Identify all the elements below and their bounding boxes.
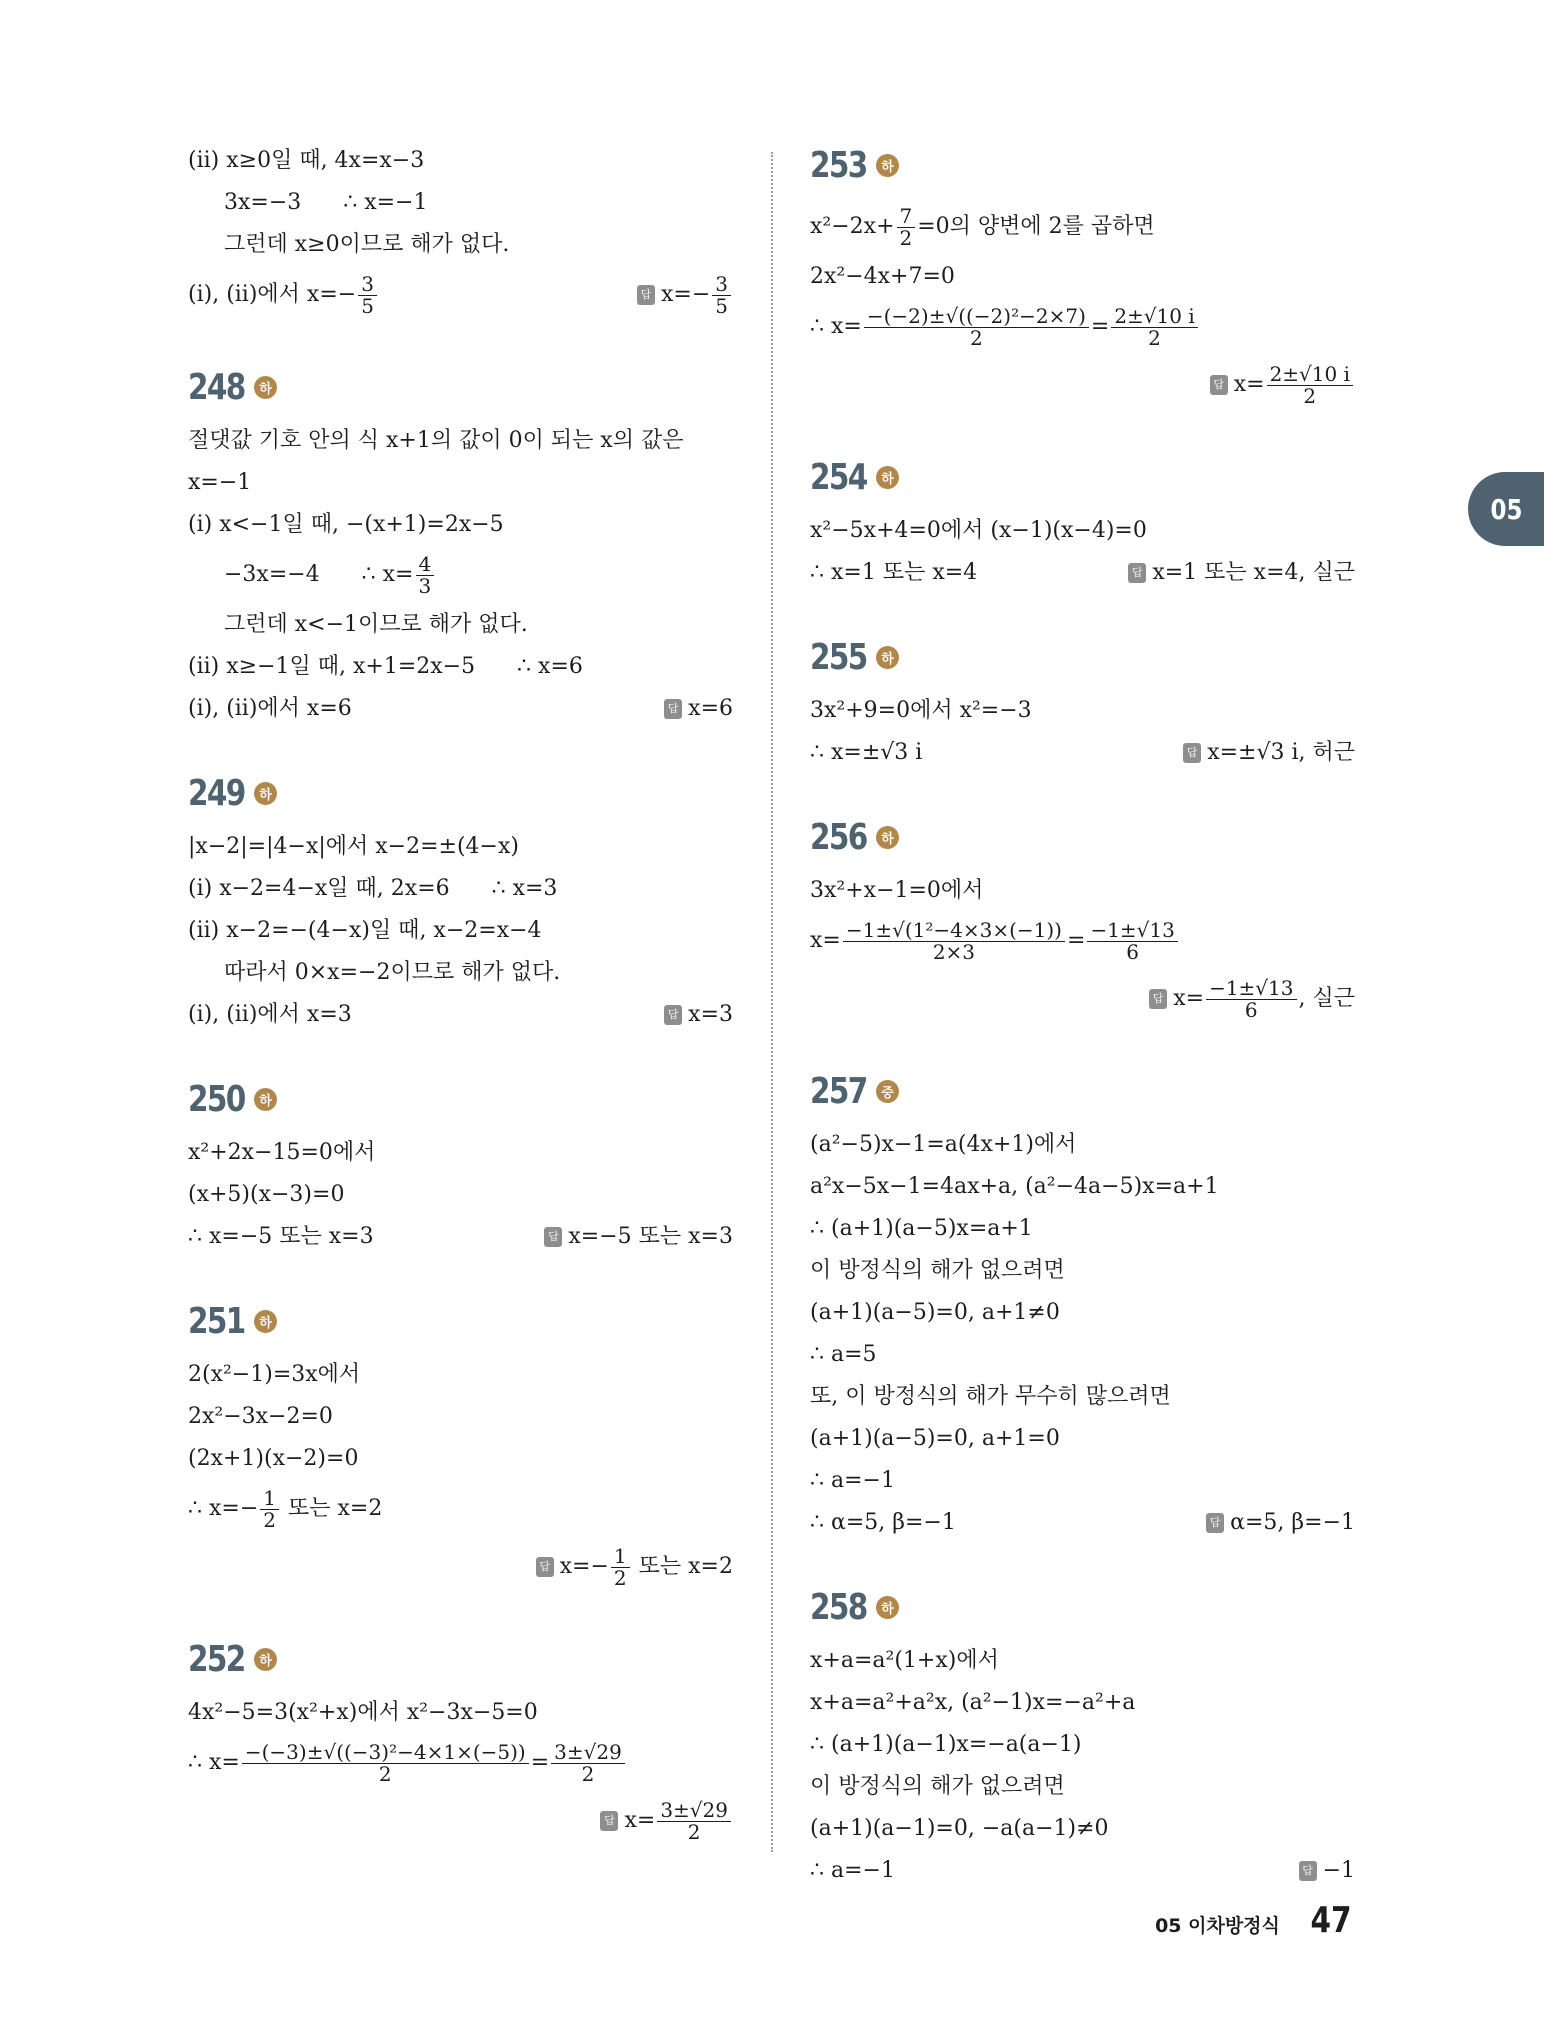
math-text: 그런데 x<−1이므로 해가 없다. (224, 612, 528, 637)
math-text: 2x²−3x−2=0 (188, 1404, 333, 1429)
fraction-numerator: −1±√(1²−4×3×(−1)) (843, 920, 1065, 942)
math-text: ∴ x=− (188, 1496, 259, 1521)
math-text: = (530, 1750, 550, 1775)
fraction-denominator: 2 (687, 1819, 701, 1844)
problem-number: 248 (188, 366, 245, 408)
page-footer (1155, 1900, 1356, 1941)
math-text: 이 방정식의 해가 없으려면 (810, 1774, 1065, 1799)
math-text: x²−5x+4=0에서 (x−1)(x−4)=0 (810, 518, 1147, 543)
answer (1210, 356, 1355, 414)
fraction-denominator: 2 (1303, 383, 1317, 408)
math-text: x=6 (688, 696, 733, 721)
solution-line (188, 868, 733, 910)
answer-label-icon: 답 (637, 285, 655, 305)
math-text: =0의 양변에 2를 곱하면 (917, 214, 1155, 239)
footer-chapter-title: 05 이차방정식 (1155, 1915, 1280, 1937)
math-expression (188, 994, 352, 1036)
math-text: ∴ x=±√3 i (810, 740, 923, 765)
difficulty-badge: 하 (876, 466, 899, 489)
fraction-numerator: 2±√10 i (1267, 364, 1353, 386)
solution-line (810, 690, 1355, 732)
solution-line (810, 1124, 1355, 1166)
fraction (416, 551, 435, 598)
math-text: 또는 x=2 (281, 1496, 383, 1521)
math-text: (ii) x−2=−(4−x)일 때, x−2=x−4 (188, 918, 542, 943)
fraction-numerator: 3 (712, 274, 731, 296)
solution-line (810, 510, 1355, 552)
problem-number: 255 (810, 636, 867, 678)
fraction-numerator: −1±√13 (1206, 978, 1296, 1000)
math-text: x= (624, 1808, 656, 1833)
solution-line (188, 1480, 733, 1538)
fraction-denominator: 2 (263, 1507, 276, 1532)
problem-257 (810, 1066, 1355, 1544)
solution-line (810, 970, 1355, 1028)
solution-line (188, 1734, 733, 1792)
solution-line (188, 952, 733, 994)
math-text: (a+1)(a−5)=0, a+1≠0 (810, 1300, 1060, 1325)
solution-line (810, 1640, 1355, 1682)
problem-252 (188, 1634, 733, 1850)
math-text: ∴ (a+1)(a−5)x=a+1 (810, 1216, 1033, 1241)
solution-line (810, 198, 1355, 256)
math-text: 또는 x=2 (631, 1554, 733, 1579)
solution-line (188, 604, 733, 646)
fraction (242, 1739, 529, 1786)
answer (1206, 1502, 1355, 1544)
math-expression (188, 688, 352, 730)
solution-line (810, 1208, 1355, 1250)
difficulty-badge: 하 (876, 826, 899, 849)
right-column (810, 140, 1355, 1930)
solution-line (810, 912, 1355, 970)
math-text: x=− (660, 282, 711, 307)
answer (1128, 552, 1355, 594)
solution-line (188, 504, 733, 546)
difficulty-badge: 하 (876, 1596, 899, 1619)
fraction (712, 271, 731, 318)
math-text: 4x²−5=3(x²+x)에서 x²−3x−5=0 (188, 1700, 538, 1725)
fraction-numerator: 2±√10 i (1111, 306, 1197, 328)
fraction-denominator: 6 (1244, 997, 1258, 1022)
problem-number: 249 (188, 772, 245, 814)
fraction-denominator: 2 (378, 1761, 392, 1786)
problem-258 (810, 1582, 1355, 1892)
problem-header (810, 140, 1355, 190)
solution-line (188, 1174, 733, 1216)
difficulty-badge: 하 (254, 1648, 277, 1671)
math-text: (i), (ii)에서 x=− (188, 282, 357, 307)
solution-line (188, 646, 733, 688)
math-text: 이 방정식의 해가 없으려면 (810, 1258, 1065, 1283)
fraction-denominator: 5 (361, 293, 374, 318)
fraction-numerator: 3±√29 (551, 1742, 625, 1764)
math-text: a²x−5x−1=4ax+a, (a²−4a−5)x=a+1 (810, 1174, 1219, 1199)
answer-label-icon: 답 (664, 1005, 682, 1025)
problem-header (810, 632, 1355, 682)
answer-label-icon: 답 (1206, 1513, 1224, 1533)
math-text: (2x+1)(x−2)=0 (188, 1446, 359, 1471)
math-text: x=−5 또는 x=3 (568, 1224, 733, 1249)
solution-line (810, 1766, 1355, 1808)
fraction (657, 1797, 731, 1844)
answer-label-icon: 답 (600, 1811, 618, 1831)
math-expression (188, 266, 379, 324)
fraction-numerator: 7 (897, 206, 916, 228)
fraction-denominator: 2 (581, 1761, 595, 1786)
math-text: = (1090, 314, 1110, 339)
fraction-denominator: 2 (1148, 325, 1161, 350)
fraction (358, 271, 377, 318)
problem-256 (810, 812, 1355, 1028)
solution-line (188, 224, 733, 266)
answer-label-icon: 답 (536, 1557, 554, 1577)
solution-line (810, 870, 1355, 912)
answer (600, 1792, 733, 1850)
fraction (1111, 303, 1197, 350)
solution-line (188, 462, 733, 504)
problem-number: 254 (810, 456, 867, 498)
fraction-denominator: 5 (715, 293, 728, 318)
math-text: 절댓값 기호 안의 식 x+1의 값이 0이 되는 x의 값은 (188, 428, 684, 453)
solution-line (810, 1808, 1355, 1850)
problem-header (810, 812, 1355, 862)
solution-line (188, 1692, 733, 1734)
math-text: ∴ x= (188, 1750, 240, 1775)
difficulty-badge: 하 (876, 154, 899, 177)
problem-250 (188, 1074, 733, 1258)
problem-header (810, 452, 1355, 502)
answer (536, 1538, 733, 1596)
math-expression (810, 1850, 895, 1892)
math-text: ∴ x=1 또는 x=4 (810, 560, 978, 585)
solution-line (810, 256, 1355, 298)
solution-line (810, 1292, 1355, 1334)
problem-header (188, 768, 733, 818)
math-text: x=±√3 i, 허근 (1207, 740, 1355, 765)
problem-254 (810, 452, 1355, 594)
solution-line (188, 1132, 733, 1174)
math-text: (x+5)(x−3)=0 (188, 1182, 345, 1207)
math-text: ∴ a=5 (810, 1342, 877, 1367)
fraction-denominator: 6 (1126, 939, 1140, 964)
math-text: x+a=a²+a²x, (a²−1)x=−a²+a (810, 1690, 1136, 1715)
math-text: 3x²+9=0에서 x²=−3 (810, 698, 1032, 723)
math-text: x²+2x−15=0에서 (188, 1140, 376, 1165)
math-expression (188, 1216, 374, 1258)
difficulty-badge: 중 (876, 1080, 899, 1103)
answer-label-icon: 답 (664, 699, 682, 719)
left-column (188, 140, 733, 1888)
math-text: 2(x²−1)=3x에서 (188, 1362, 361, 1387)
solution-line (188, 1792, 733, 1850)
fraction (864, 303, 1089, 350)
math-text: x²−2x+ (810, 214, 895, 239)
solution-line (810, 1682, 1355, 1724)
math-text: (i) x−2=4−x일 때, 2x=6 ∴ x=3 (188, 876, 558, 901)
fraction-numerator: −(−2)±√((−2)²−2×7) (864, 306, 1089, 328)
chapter-tab-label: 05 (1490, 492, 1522, 526)
solution-line (810, 1460, 1355, 1502)
math-text: x=−1 (188, 470, 252, 495)
solution-line (188, 1354, 733, 1396)
solution-line (188, 266, 733, 324)
solution-line (810, 1166, 1355, 1208)
math-text: = (1067, 928, 1086, 953)
problem-255 (810, 632, 1355, 774)
problem-251 (188, 1296, 733, 1596)
solution-line (188, 826, 733, 868)
math-text: −1 (1322, 1858, 1355, 1883)
math-text: (ii) x≥0일 때, 4x=x−3 (188, 148, 425, 173)
page-number: 47 (1310, 1900, 1352, 1941)
problem-248 (188, 362, 733, 730)
math-text: ∴ (a+1)(a−1)x=−a(a−1) (810, 1732, 1082, 1757)
solution-line (188, 910, 733, 952)
math-text: 3x²+x−1=0에서 (810, 878, 984, 903)
answer-label-icon: 답 (544, 1227, 562, 1247)
solution-line (810, 552, 1355, 594)
fraction-numerator: 3±√29 (657, 1800, 731, 1822)
fraction-denominator: 3 (418, 573, 432, 598)
fraction-numerator: 4 (416, 554, 435, 576)
solution-line (810, 1418, 1355, 1460)
solution-line (810, 1376, 1355, 1418)
math-text: x= (1233, 372, 1265, 397)
problem-number: 252 (188, 1638, 245, 1680)
math-text: ∴ α=5, β=−1 (810, 1510, 956, 1535)
fraction-numerator: 3 (358, 274, 377, 296)
problem-249 (188, 768, 733, 1036)
problem-header (188, 1296, 733, 1346)
fraction-denominator: 2×3 (932, 939, 976, 964)
column-divider (771, 152, 773, 1852)
fraction-denominator: 2 (899, 225, 913, 250)
fraction (897, 203, 916, 250)
solution-line (810, 1502, 1355, 1544)
solution-line (188, 420, 733, 462)
answer (544, 1216, 733, 1258)
answer (664, 994, 733, 1036)
math-text: x=− (559, 1554, 609, 1579)
math-expression (810, 732, 922, 774)
math-text: (a+1)(a−5)=0, a+1=0 (810, 1426, 1060, 1451)
problem-number: 258 (810, 1586, 867, 1628)
problem-number: 250 (188, 1078, 245, 1120)
math-text: 따라서 0×x=−2이므로 해가 없다. (224, 960, 561, 985)
fraction (611, 1543, 630, 1590)
problem-header (810, 1066, 1355, 1116)
solution-line (810, 1250, 1355, 1292)
answer (664, 688, 733, 730)
fraction-denominator: 2 (613, 1565, 627, 1590)
math-text: α=5, β=−1 (1230, 1510, 1355, 1535)
math-text: ∴ x= (810, 314, 862, 339)
answer-label-icon: 답 (1149, 989, 1167, 1009)
fraction (260, 1485, 279, 1532)
math-text: 2x²−4x+7=0 (810, 264, 955, 289)
solution-line (810, 1850, 1355, 1892)
math-expression (810, 552, 977, 594)
math-text: 그런데 x≥0이므로 해가 없다. (224, 232, 510, 257)
solution-line (188, 140, 733, 182)
answer-label-icon: 답 (1128, 563, 1146, 583)
chapter-side-tab (1468, 472, 1544, 546)
math-text: x=1 또는 x=4, 실근 (1152, 560, 1355, 585)
answer-label-icon: 답 (1299, 1861, 1317, 1881)
fraction (843, 917, 1065, 964)
fraction (1267, 361, 1353, 408)
problem-header (188, 1634, 733, 1684)
math-text: , 실근 (1298, 986, 1355, 1011)
math-text: ∴ x=−5 또는 x=3 (188, 1224, 374, 1249)
math-text: −3x=−4 ∴ x= (224, 562, 414, 587)
problem-number: 257 (810, 1070, 867, 1112)
math-text: (a+1)(a−1)=0, −a(a−1)≠0 (810, 1816, 1109, 1841)
problem-253 (810, 140, 1355, 414)
difficulty-badge: 하 (876, 646, 899, 669)
math-text: x= (1173, 986, 1205, 1011)
solution-line (188, 1438, 733, 1480)
math-text: (i) x<−1일 때, −(x+1)=2x−5 (188, 512, 504, 537)
problem-number: 251 (188, 1300, 245, 1342)
difficulty-badge: 하 (254, 376, 277, 399)
fraction (1206, 975, 1296, 1022)
solution-line (810, 298, 1355, 356)
solution-line (810, 356, 1355, 414)
math-text: (i), (ii)에서 x=6 (188, 696, 352, 721)
problem-number: 253 (810, 144, 867, 186)
math-text: ∴ a=−1 (810, 1468, 895, 1493)
difficulty-badge: 하 (254, 782, 277, 805)
solution-line (188, 1396, 733, 1438)
math-text: 또, 이 방정식의 해가 무수히 많으려면 (810, 1384, 1171, 1409)
fraction-denominator: 2 (969, 325, 983, 350)
solution-line (188, 546, 733, 604)
fraction (551, 1739, 625, 1786)
math-text: x= (810, 928, 841, 953)
difficulty-badge: 하 (254, 1310, 277, 1333)
solution-line (188, 688, 733, 730)
answer-label-icon: 답 (1210, 375, 1228, 395)
solution-line (188, 994, 733, 1036)
math-expression (810, 1502, 956, 1544)
fraction (1087, 917, 1177, 964)
fraction-numerator: −(−3)±√((−3)²−4×1×(−5)) (242, 1742, 529, 1764)
math-text: (i), (ii)에서 x=3 (188, 1002, 352, 1027)
solution-line (810, 1334, 1355, 1376)
math-text: |x−2|=|4−x|에서 x−2=±(4−x) (188, 834, 519, 859)
math-text: (a²−5)x−1=a(4x+1)에서 (810, 1132, 1077, 1157)
math-text: (ii) x≥−1일 때, x+1=2x−5 ∴ x=6 (188, 654, 583, 679)
math-text: x=3 (688, 1002, 733, 1027)
math-text: 3x=−3 ∴ x=−1 (224, 190, 428, 215)
math-text: x+a=a²(1+x)에서 (810, 1648, 999, 1673)
solution-line (810, 732, 1355, 774)
problem-header (810, 1582, 1355, 1632)
fraction-numerator: −1±√13 (1087, 920, 1177, 942)
problem-header (188, 1074, 733, 1124)
answer-label-icon: 답 (1183, 743, 1201, 763)
solution-line (188, 1538, 733, 1596)
fraction-numerator: 1 (611, 1546, 630, 1568)
answer (1299, 1850, 1355, 1892)
problem-number: 256 (810, 816, 867, 858)
solution-line (188, 182, 733, 224)
difficulty-badge: 하 (254, 1088, 277, 1111)
problem-continued (188, 140, 733, 324)
fraction-numerator: 1 (260, 1488, 279, 1510)
answer (637, 266, 733, 324)
solution-line (810, 1724, 1355, 1766)
math-text: ∴ a=−1 (810, 1858, 895, 1883)
answer (1183, 732, 1355, 774)
answer (1149, 970, 1355, 1028)
solution-line (188, 1216, 733, 1258)
problem-header (188, 362, 733, 412)
